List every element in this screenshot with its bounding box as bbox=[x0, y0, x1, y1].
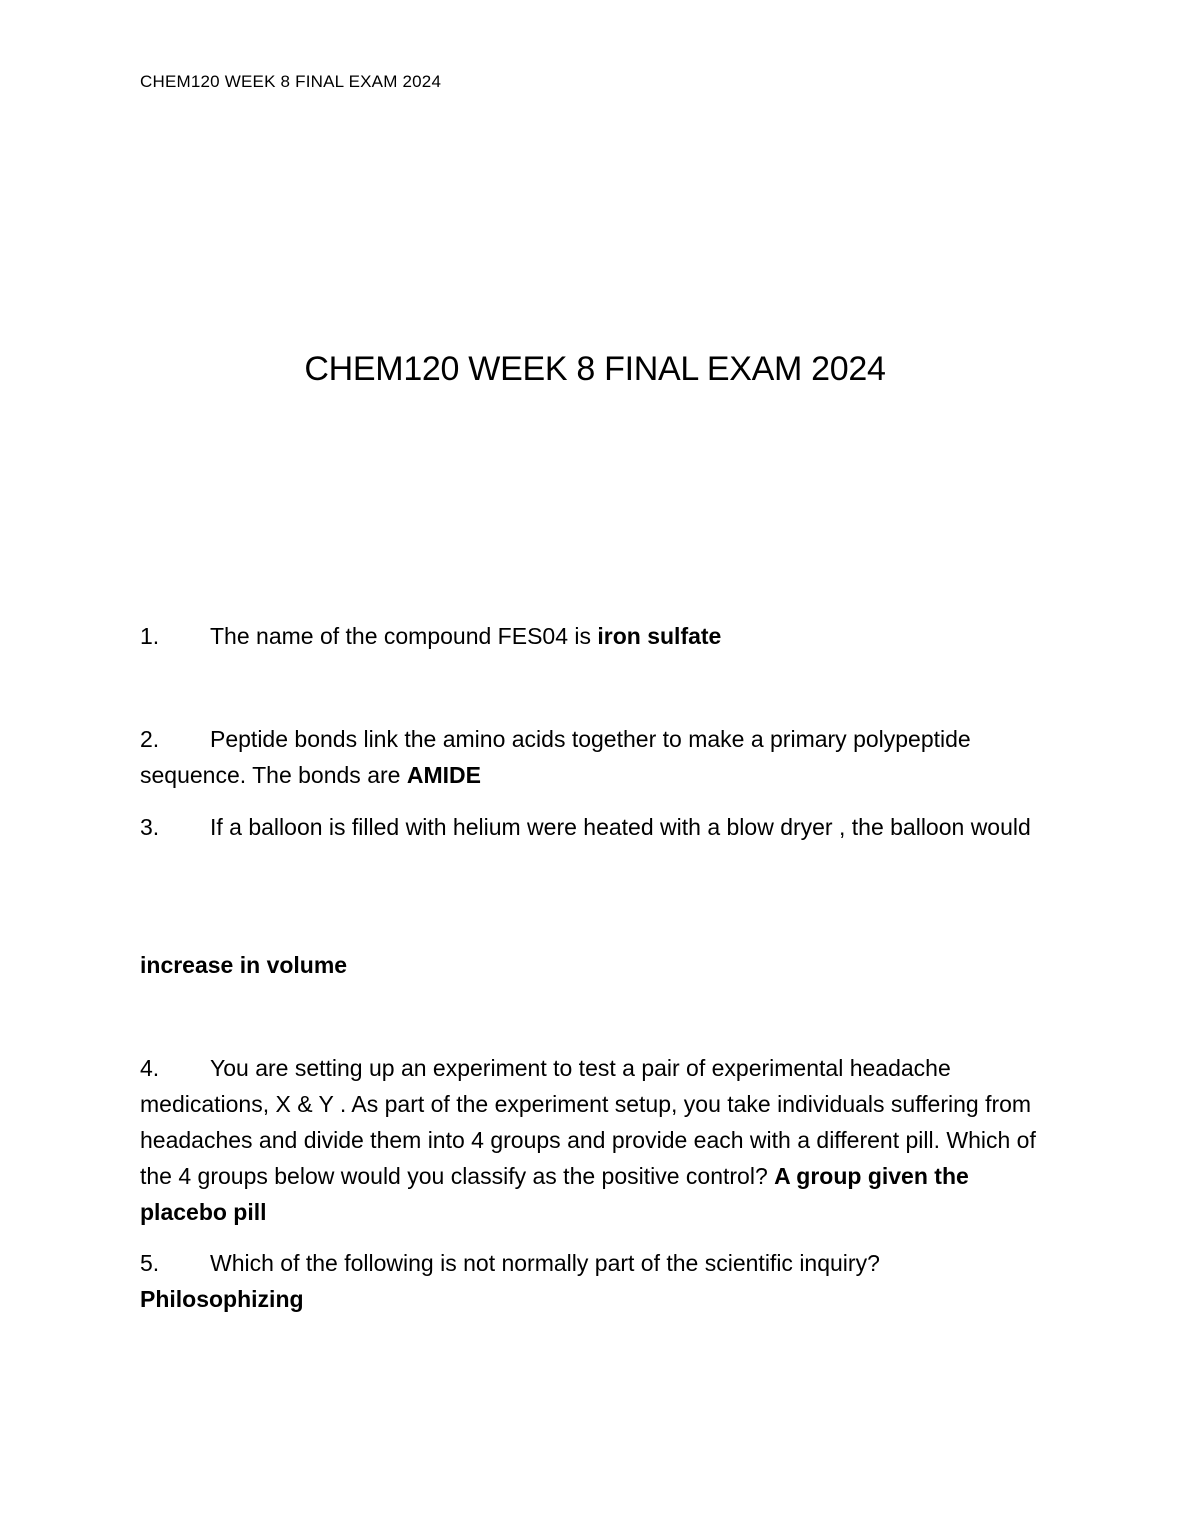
question-1 bbox=[140, 618, 1060, 654]
question-number: 3. bbox=[140, 814, 160, 840]
question-number: 1. bbox=[140, 623, 160, 649]
question-2 bbox=[140, 721, 1060, 793]
question-answer: AMIDE bbox=[406, 762, 481, 788]
question-answer: Philosophizing bbox=[140, 1286, 304, 1312]
question-text: The name of the compound FES04 is bbox=[210, 623, 598, 649]
question-answer: increase in volume bbox=[140, 952, 348, 978]
question-4 bbox=[140, 1050, 1060, 1230]
running-header: CHEM120 WEEK 8 FINAL EXAM 2024 bbox=[140, 72, 442, 91]
question-number: 4. bbox=[140, 1055, 160, 1081]
question-5 bbox=[140, 1245, 1060, 1317]
question-text: Which of the following is not normally part of the scientific inquiry? bbox=[210, 1250, 880, 1276]
question-3 bbox=[140, 809, 1060, 845]
question-text: You are setting up an experiment to test a pair of experimental headache medications, X & Y . As part of the experiment setup, you take individuals suffering from headaches and divide them into 4 groups and provide each with a different pill. Which of the 4 groups below would you classify as the positive control? bbox=[140, 1055, 1036, 1189]
question-answer: iron sulfate bbox=[597, 623, 722, 649]
question-text: Peptide bonds link the amino acids together to make a primary polypeptide sequence. The bonds are bbox=[140, 726, 971, 788]
page-title: CHEM120 WEEK 8 FINAL EXAM 2024 bbox=[304, 350, 886, 388]
question-answer: A group given the placebo pill bbox=[140, 1163, 969, 1225]
question-number: 5. bbox=[140, 1250, 160, 1276]
question-text: If a balloon is filled with helium were heated with a blow dryer , the balloon would bbox=[210, 814, 1031, 840]
question-number: 2. bbox=[140, 726, 160, 752]
